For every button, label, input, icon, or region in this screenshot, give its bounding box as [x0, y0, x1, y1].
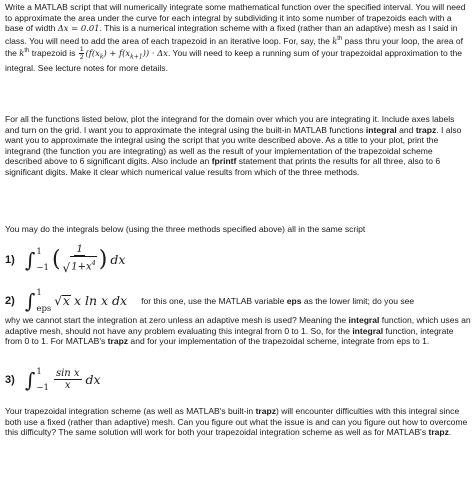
integral-3-number: 3) [5, 373, 15, 386]
integral-2-note [141, 296, 414, 307]
sqrt-x: √ x [54, 293, 70, 309]
power-4: 4 [91, 259, 96, 268]
intro-text-2: . This is a numerical integration scheme with a fixed (rather than an adaptive) mesh as I said in class. You will need to add the area of each trapezoid in an iterative loop. For, say, the [5, 23, 458, 46]
integral-1-dx: dx [110, 251, 126, 267]
intro-paragraph [5, 2, 471, 74]
k-symbol: k [332, 35, 338, 46]
integral-3-dx: dx [85, 371, 101, 387]
para4-text-a: why we cannot start the integration at zero unless an adaptive mesh is used? Meaning the [5, 315, 349, 325]
integral-3-expression [25, 368, 101, 392]
para5-text-c: ) will encounter difficulties with this integral since both use a fixed (rather than adaptive) mesh. Can you figure out what the issue is and can you figure out how to overcome this difficulty? The same solution will work for both your trapezoidal integration scheme as well as for MATLAB's [5, 406, 468, 438]
sub-k: k [99, 53, 104, 61]
trap-part-3: )) · Δx [142, 48, 168, 59]
half-denominator: 2 [79, 54, 84, 62]
th-superscript: th [337, 35, 343, 42]
k-symbol-2: k [19, 48, 25, 59]
integral-2-limits [36, 289, 51, 313]
one-half-fraction [79, 46, 85, 61]
trapz-keyword-3: trapz [255, 406, 276, 416]
half-numerator: 1 [79, 46, 84, 54]
integral-sign-2: ∫ [25, 289, 36, 313]
note-text-end: as the lower limit; do you see [301, 295, 415, 306]
para4-text-c: function, which uses an adaptive mesh, should not have any problem evaluating this integral from 0 to 1. So, for the [5, 315, 471, 336]
integral-keyword-3: integral [352, 325, 384, 336]
trapz-keyword: trapz [415, 124, 437, 135]
integral-2-expression [25, 289, 127, 313]
para4-text-d: function, integrate from 0 to 1. For MATLAB's [5, 325, 454, 347]
right-paren: ) [98, 246, 108, 272]
trap-part-2: ) + f(x [103, 48, 131, 59]
instructions-paragraph [5, 114, 471, 178]
lower-limit: −1 [36, 262, 49, 273]
upper-limit: 1 [36, 246, 42, 257]
para5-text-a: Your trapezoidal integration scheme (as well as MATLAB's built-in [5, 406, 256, 416]
intro-text-1: Write a MATLAB script that will numerically integrate some mathematical function over the specified interval. You will need to approximate the area under the curve for each integral by subdividing it into some number of trapezoids each with a base of width [5, 2, 466, 34]
integral-keyword-2: integral [348, 315, 380, 325]
integrand-1-fraction [63, 244, 97, 275]
integral-1-limits [36, 248, 49, 272]
trapz-keyword-2: trapz [107, 336, 129, 347]
para2-text-a: For all the functions listed below, plot the integrand for the domain over which you are integrating it. Include axes labels and turn on the grid. I want you to approximate the integral using the built-in MATLAB functions [5, 114, 455, 135]
intro-text-7: trapezoid is [29, 48, 78, 59]
integrand-1-denominator [63, 256, 97, 275]
integral-2 [5, 284, 471, 318]
integral-1-expression [25, 244, 125, 275]
integrand-3-fraction [54, 368, 82, 392]
lower-limit-3: −1 [36, 383, 49, 393]
sqrt: √ $1+x^4$ [63, 256, 97, 273]
intro-text-4: pass thru your loop, the area of the [5, 35, 463, 59]
para4-text-e: and for your implementation of the trapezoidal scheme, integrate from eps to 1. [128, 336, 430, 347]
fprintf-keyword: fprintf [211, 156, 237, 167]
integral-1-number: 1) [5, 253, 15, 266]
upper-limit-3: 1 [36, 367, 42, 377]
integral-2-number: 2) [5, 294, 15, 307]
sqrt-argument: 1+x [71, 261, 92, 273]
upper-limit-2: 1 [36, 288, 42, 298]
para2-text-e: statement that prints the results for all three, also to 6 significant digits. Make it clear which numerical value results from which of the three methods. [5, 156, 441, 177]
th-superscript-2: th [24, 48, 30, 55]
para2-text-c: and [396, 124, 416, 135]
integral-2-body: x ln x dx [73, 292, 128, 308]
lower-limit-2: eps [36, 304, 52, 314]
para5-text-d: . [448, 427, 452, 438]
trapezoid-formula [85, 48, 168, 61]
note-text: for this one, use the MATLAB variable [141, 295, 287, 306]
integrand-3-denominator: x [64, 380, 71, 391]
left-paren: ( [51, 246, 61, 272]
intro-text-8: . You will need to keep a running sum of your trapezoidal approximation to the integral. See lecture notes for more details. [5, 48, 463, 74]
integrand-3-numerator: sin x [55, 368, 80, 379]
sub-k-plus-1: k+1 [130, 53, 143, 61]
trap-part-1: (f(x [85, 48, 100, 59]
trapz-keyword-4: trapz [428, 427, 449, 438]
integral-3 [5, 363, 471, 397]
integral-1 [5, 243, 471, 277]
para2-text-d: . I also want you to approximate the integral using the script that you write described above. As a title to your plot, print the integrand (the function you are integrating) as well as the result of your implementation of the trapezoidal scheme described above to 6 significant digits. Also include an [5, 124, 462, 167]
eps-keyword: eps [286, 295, 302, 306]
integral-keyword: integral [365, 124, 397, 135]
same-script-note: You may do the integrals below (using the three methods specified above) all in the same script [5, 224, 366, 234]
dx-expression: Δx = 0.01 [57, 23, 100, 34]
integral-sign-3: ∫ [25, 368, 36, 392]
integrand-1-numerator: 1 [76, 244, 83, 256]
difficulty-paragraph [5, 406, 471, 438]
adaptive-mesh-paragraph [5, 315, 471, 347]
integral-sign: ∫ [25, 247, 36, 272]
integral-3-limits [36, 368, 49, 392]
